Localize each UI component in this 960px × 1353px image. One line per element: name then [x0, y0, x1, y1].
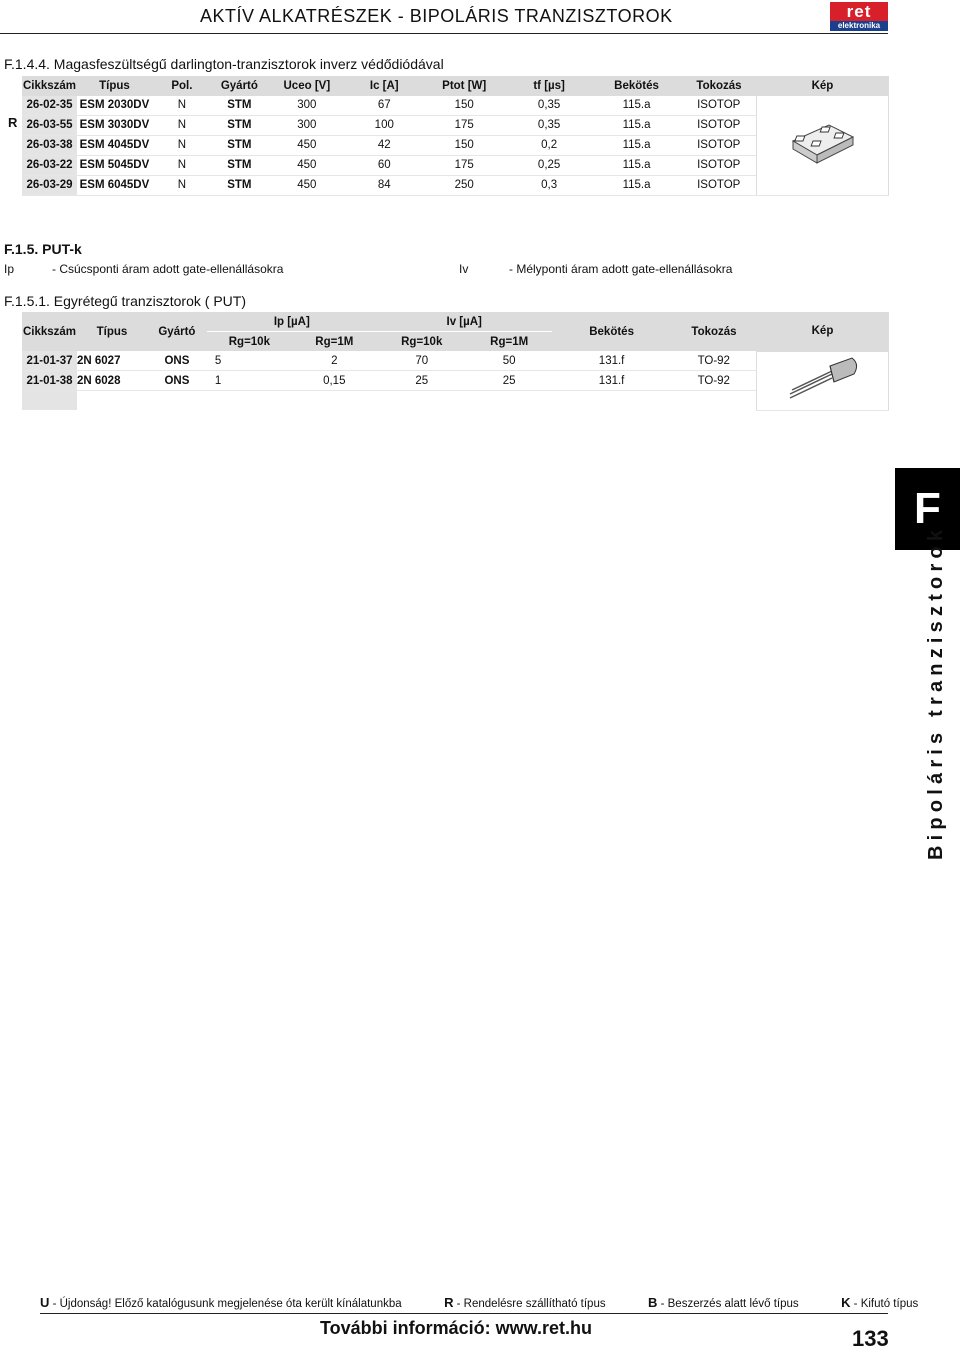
subcol-header: Rg=10k — [207, 332, 292, 352]
polarity: N — [152, 175, 212, 195]
ret-logo — [830, 2, 888, 32]
tf: 0,35 — [507, 115, 592, 135]
pinout: 115.a — [592, 135, 682, 155]
pinout: 115.a — [592, 96, 682, 116]
part-type: 2N 6027 — [77, 351, 147, 371]
subcol-header: Rg=1M — [292, 332, 377, 352]
row-status-mark: R — [8, 115, 18, 130]
section-3-title: F.1.5.1. Egyrétegű tranzisztorok ( PUT) — [4, 293, 246, 309]
ip-10k: 1 — [207, 371, 292, 391]
table-header-row — [22, 312, 889, 332]
legend-key-k: K — [841, 1295, 851, 1310]
legend-ip-desc: - Csúcsponti áram adott gate-ellenállásokra — [52, 262, 284, 276]
uceo: 450 — [267, 175, 347, 195]
footer-legend — [40, 1295, 918, 1310]
ip-1m: 0,15 — [292, 371, 377, 391]
uceo: 300 — [267, 115, 347, 135]
polarity: N — [152, 115, 212, 135]
legend-text-b: - Beszerzés alatt lévő típus — [660, 1298, 799, 1310]
header-rule — [0, 33, 888, 34]
package: ISOTOP — [682, 155, 757, 175]
polarity: N — [152, 155, 212, 175]
manufacturer: ONS — [147, 371, 207, 391]
manufacturer: STM — [212, 115, 267, 135]
col-header: Gyártó — [147, 312, 207, 351]
col-header: Tokozás — [672, 312, 757, 351]
empty-cell — [77, 391, 757, 411]
iv-10k: 70 — [377, 351, 467, 371]
col-header: Tokozás — [682, 76, 757, 96]
part-type: ESM 2030DV — [77, 96, 152, 116]
logo-text: ret — [830, 2, 888, 21]
manufacturer: STM — [212, 175, 267, 195]
legend-key-u: U — [40, 1295, 50, 1310]
ptot: 150 — [422, 96, 507, 116]
iv-1m: 50 — [467, 351, 552, 371]
pinout: 115.a — [592, 175, 682, 195]
manufacturer: STM — [212, 155, 267, 175]
package: ISOTOP — [682, 96, 757, 116]
col-header-iv: Iv [µA] — [377, 312, 552, 332]
part-code: 26-02-35 — [22, 96, 77, 116]
to92-package-icon — [782, 354, 862, 404]
part-type: ESM 5045DV — [77, 155, 152, 175]
ic: 100 — [347, 115, 422, 135]
empty-cell — [22, 391, 77, 411]
table-row — [22, 96, 889, 116]
legend-key-r: R — [444, 1295, 454, 1310]
part-type: ESM 4045DV — [77, 135, 152, 155]
polarity: N — [152, 96, 212, 116]
package: TO-92 — [672, 351, 757, 371]
iv-1m: 25 — [467, 371, 552, 391]
part-code: 26-03-22 — [22, 155, 77, 175]
pinout: 115.a — [592, 155, 682, 175]
legend-text-u: - Újdonság! Előző katalógusunk megjelenése óta került kínálatunkba — [52, 1298, 402, 1310]
iv-10k: 25 — [377, 371, 467, 391]
col-header: Kép — [756, 76, 888, 96]
manufacturer: STM — [212, 135, 267, 155]
col-header: Ptot [W] — [422, 76, 507, 96]
polarity: N — [152, 135, 212, 155]
section-1-title: F.1.4.4. Magasfeszültségű darlington-tranzisztorok inverz védődiódával — [4, 56, 444, 72]
part-type: ESM 3030DV — [77, 115, 152, 135]
package: ISOTOP — [682, 115, 757, 135]
more-info-link[interactable]: További információ: www.ret.hu — [320, 1318, 593, 1338]
col-header: Bekötés — [592, 76, 682, 96]
isotop-image — [756, 96, 888, 196]
col-header: Kép — [756, 312, 888, 351]
legend-ip-symbol: Ip — [4, 262, 15, 276]
package: TO-92 — [672, 371, 757, 391]
col-header: Gyártó — [212, 76, 267, 96]
package: ISOTOP — [682, 175, 757, 195]
tf: 0,3 — [507, 175, 592, 195]
part-code: 21-01-37 — [22, 351, 77, 371]
col-header: Pol. — [152, 76, 212, 96]
ic: 42 — [347, 135, 422, 155]
legend-iv-desc: - Mélyponti áram adott gate-ellenállásokra — [509, 262, 733, 276]
uceo: 450 — [267, 135, 347, 155]
logo-subtext: elektronika — [830, 21, 888, 31]
package: ISOTOP — [682, 135, 757, 155]
ip-10k: 5 — [207, 351, 292, 371]
legend-text-k: - Kifutó típus — [853, 1298, 919, 1310]
part-code: 21-01-38 — [22, 371, 77, 391]
col-header: Uceo [V] — [267, 76, 347, 96]
col-header: tf [µs] — [507, 76, 592, 96]
legend-text-r: - Rendelésre szállítható típus — [456, 1298, 606, 1310]
pinout: 131.f — [552, 371, 672, 391]
table-header-row — [22, 76, 889, 96]
col-header: Cikkszám — [22, 76, 77, 96]
put-table — [22, 312, 889, 411]
to92-image — [756, 351, 888, 410]
part-code: 26-03-29 — [22, 175, 77, 195]
page-number: 133 — [852, 1326, 889, 1351]
pinout: 115.a — [592, 115, 682, 135]
subcol-header: Rg=1M — [467, 332, 552, 352]
darlington-table — [22, 76, 889, 196]
part-type: ESM 6045DV — [77, 175, 152, 195]
legend-key-b: B — [648, 1295, 658, 1310]
col-header: Bekötés — [552, 312, 672, 351]
part-type: 2N 6028 — [77, 371, 147, 391]
subcol-header: Rg=10k — [377, 332, 467, 352]
tf: 0,2 — [507, 135, 592, 155]
ptot: 175 — [422, 155, 507, 175]
tf: 0,25 — [507, 155, 592, 175]
manufacturer: ONS — [147, 351, 207, 371]
ic: 60 — [347, 155, 422, 175]
col-header: Ic [A] — [347, 76, 422, 96]
uceo: 300 — [267, 96, 347, 116]
table-row — [22, 351, 889, 371]
ptot: 250 — [422, 175, 507, 195]
section-letter-tab: F — [895, 468, 960, 550]
isotop-package-icon — [787, 119, 857, 169]
uceo: 450 — [267, 155, 347, 175]
ptot: 150 — [422, 135, 507, 155]
ic: 84 — [347, 175, 422, 195]
part-code: 26-03-55 — [22, 115, 77, 135]
ic: 67 — [347, 96, 422, 116]
section-2-title: F.1.5. PUT-k — [4, 241, 82, 257]
part-code: 26-03-38 — [22, 135, 77, 155]
col-header-ip: Ip [µA] — [207, 312, 377, 332]
ip-1m: 2 — [292, 351, 377, 371]
col-header: Cikkszám — [22, 312, 77, 351]
ptot: 175 — [422, 115, 507, 135]
col-header: Típus — [77, 76, 152, 96]
side-chapter-title: Bipoláris tranzisztorok — [925, 524, 947, 860]
col-header: Típus — [77, 312, 147, 351]
tf: 0,35 — [507, 96, 592, 116]
manufacturer: STM — [212, 96, 267, 116]
page-header-title: AKTÍV ALKATRÉSZEK - BIPOLÁRIS TRANZISZTOROK — [200, 6, 673, 26]
footer-rule — [40, 1313, 888, 1314]
pinout: 131.f — [552, 351, 672, 371]
legend-iv-symbol: Iv — [459, 262, 469, 276]
